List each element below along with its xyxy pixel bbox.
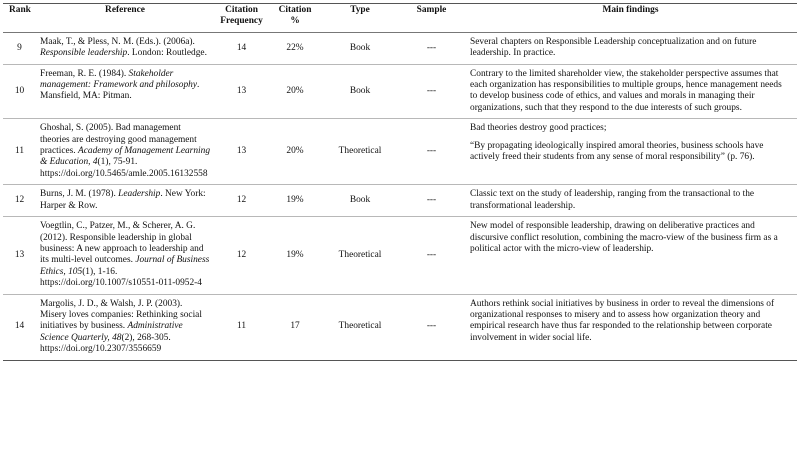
cell-rank: 10 — [3, 64, 36, 119]
cell-rank: 11 — [3, 119, 36, 185]
reference-text: Maak, T., & Pless, N. M. (Eds.). (2006a). — [40, 36, 195, 47]
table-row — [3, 32, 797, 64]
table-row — [3, 294, 797, 360]
reference-details: . Mansfield, MA: Pitman. — [40, 80, 200, 102]
reference-text: Voegtlin, C., Patzer, M., & Scherer, A. G. (2012). Responsible leadership in global business: A new approach to leadership and its multi-level outcomes. — [40, 221, 204, 266]
table-row — [3, 217, 797, 294]
finding-text: Several chapters on Responsible Leadership conceptualization and on future leadership. In practice. — [470, 36, 757, 59]
cell-type: Theoretical — [321, 294, 399, 360]
cell-citation-frequency: 13 — [214, 64, 269, 119]
header-citation-percent: Citation % — [269, 4, 321, 33]
reference-title: Stakeholder management: Framework and philosophy — [40, 68, 198, 91]
finding-text: Authors rethink social initiatives by business in order to reveal the dimensions of organizational responses to misery and to assess how organization theory and empirical research have thus far responded to the relationship between corporate involvement in wider social life. — [470, 298, 775, 343]
cell-reference — [36, 294, 214, 360]
reference-title: Leadership — [118, 189, 161, 200]
header-citation-frequency: Citation Frequency — [214, 4, 269, 33]
table-row — [3, 64, 797, 119]
cell-main-findings — [464, 32, 797, 64]
table-row — [3, 119, 797, 185]
cell-citation-frequency: 11 — [214, 294, 269, 360]
cell-reference — [36, 185, 214, 217]
cell-citation-percent: 20% — [269, 64, 321, 119]
cell-main-findings — [464, 64, 797, 119]
cell-reference — [36, 32, 214, 64]
cell-sample: --- — [399, 294, 464, 360]
cell-rank: 13 — [3, 217, 36, 294]
cell-sample: --- — [399, 64, 464, 119]
reference-text: Burns, J. M. (1978). — [40, 189, 119, 200]
cell-reference — [36, 64, 214, 119]
finding-text: Classic text on the study of leadership, ranging from the transactional to the transformational leadership. — [470, 189, 755, 211]
cell-citation-percent: 22% — [269, 32, 321, 64]
header-type: Type — [321, 4, 399, 33]
header-reference: Reference — [36, 4, 214, 33]
reference-title: Academy of Management Learning & Education, 4 — [40, 146, 211, 168]
header-row — [3, 4, 797, 33]
reference-text: Margolis, J. D., & Walsh, J. P. (2003). Misery loves companies: Rethinking social initiatives by business. — [40, 298, 202, 332]
cell-rank: 12 — [3, 185, 36, 217]
finding-text: Bad theories destroy good practices; — [470, 123, 607, 134]
cell-sample: --- — [399, 185, 464, 217]
cell-citation-percent: 19% — [269, 185, 321, 217]
cell-citation-frequency: 14 — [214, 32, 269, 64]
finding-text: Contrary to the limited shareholder view, the stakeholder perspective assumes that each organization has responsibilities to multiple groups, hence management needs to develop business code of ethics, and values and morals in managing their organizations, such that they respond to the due interests of such groups. — [470, 68, 782, 113]
cell-main-findings — [464, 185, 797, 217]
cell-sample: --- — [399, 32, 464, 64]
cell-type: Book — [321, 185, 399, 217]
reference-details: . New York: Harper & Row. — [40, 189, 206, 211]
reference-title: Responsible leadership — [40, 48, 128, 59]
header-sample: Sample — [399, 4, 464, 33]
reference-text: Ghoshal, S. (2005). Bad management theories are destroying good management practices. — [40, 123, 197, 157]
table-row — [3, 185, 797, 217]
citation-table — [3, 3, 797, 361]
reference-details: (1), 1-16. https://doi.org/10.1007/s10551-011-0952-4 — [40, 266, 202, 289]
cell-type: Theoretical — [321, 119, 399, 185]
cell-rank: 9 — [3, 32, 36, 64]
table-body — [3, 32, 797, 360]
cell-reference — [36, 119, 214, 185]
cell-sample: --- — [399, 119, 464, 185]
cell-main-findings — [464, 119, 797, 185]
reference-text: Freeman, R. E. (1984). — [40, 68, 129, 79]
cell-citation-frequency: 12 — [214, 185, 269, 217]
reference-title: Administrative Science Quarterly, 48 — [40, 321, 183, 343]
header-main-findings: Main findings — [464, 4, 797, 33]
cell-citation-percent: 19% — [269, 217, 321, 294]
reference-title: Journal of Business Ethics, 105 — [40, 255, 210, 277]
cell-type: Theoretical — [321, 217, 399, 294]
reference-details: (1), 75-91. https://doi.org/10.5465/amle.2005.16132558 — [40, 157, 208, 179]
cell-citation-frequency: 13 — [214, 119, 269, 185]
cell-type: Book — [321, 32, 399, 64]
reference-details: (2), 268-305. https://doi.org/10.2307/3556659 — [40, 332, 171, 355]
header-rank: Rank — [3, 4, 36, 33]
cell-main-findings — [464, 294, 797, 360]
cell-sample: --- — [399, 217, 464, 294]
cell-citation-percent: 17 — [269, 294, 321, 360]
finding-text: New model of responsible leadership, drawing on deliberative practices and discursive conflict resolution, combining the macro-view of the business firm as a political actor with the micro-view of leadership. — [470, 221, 778, 254]
cell-type: Book — [321, 64, 399, 119]
cell-main-findings — [464, 217, 797, 294]
cell-reference — [36, 217, 214, 294]
reference-details: . London: Routledge. — [127, 48, 207, 59]
cell-citation-percent: 20% — [269, 119, 321, 185]
cell-citation-frequency: 12 — [214, 217, 269, 294]
cell-rank: 14 — [3, 294, 36, 360]
finding-quote: “By propagating ideologically inspired amoral theories, business schools have actively freed their students from any sense of moral responsibility” (p. 76). — [470, 140, 764, 163]
